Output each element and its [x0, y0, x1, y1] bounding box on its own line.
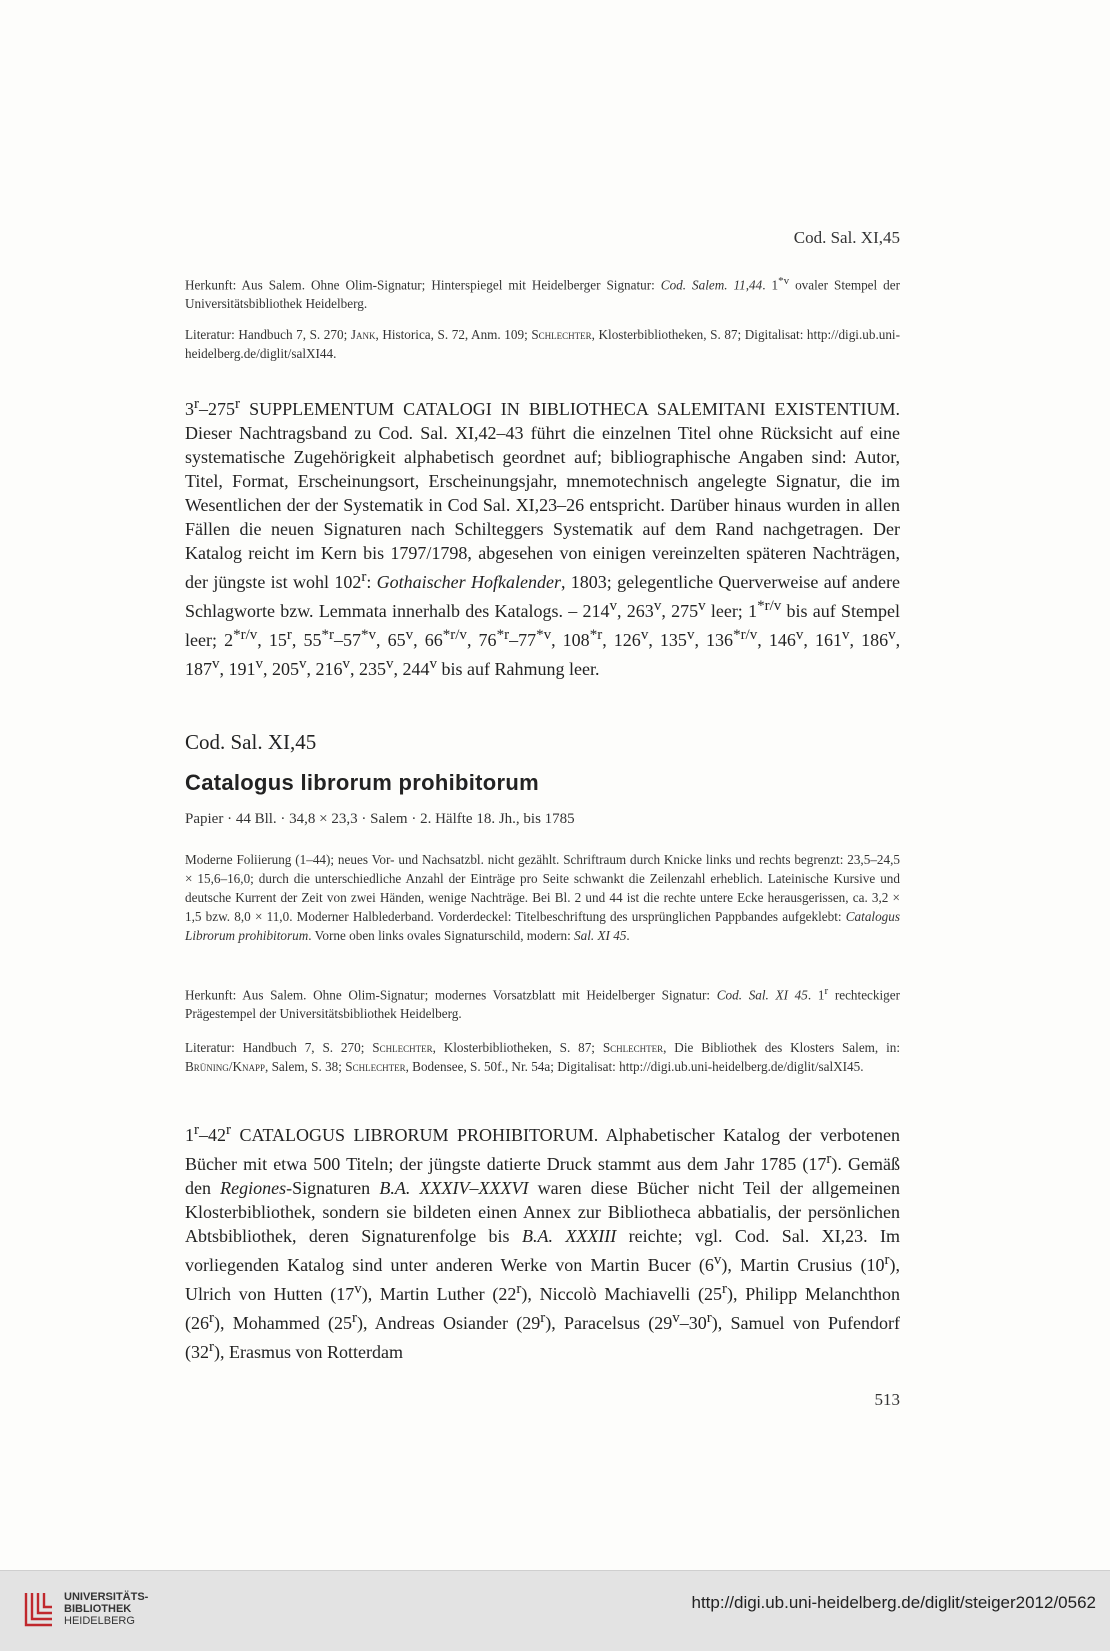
entry-literature-text: Literatur: Handbuch 7, S. 270; Schlechter, Klosterbibliotheken, S. 87; Schlechter, Die Bibliothek des Klosters Salem, in: Brüning/Knapp, Salem, S. 38; Schlechter, Bodensee, S. 50f., Nr. 54a; Digitalisat: http://digi.ub.uni-heidelberg.de/diglit/salXI45. [185, 1040, 901, 1074]
entry-title [185, 770, 900, 796]
entry-provenance-text: Herkunft: Aus Salem. Ohne Olim-Signatur; modernes Vorsatzblatt mit Heidelberger Signatur: Cod. Sal. XI 45. 1$^r$ rechteckiger Prägestempel der Universitätsbibliothek Heidelberg. [185, 985, 900, 1022]
library-logo-icon [22, 1589, 56, 1629]
entry-provenance [185, 982, 900, 1023]
source-url-link[interactable]: http://digi.ub.uni-heidelberg.de/diglit/steiger2012/0562 [691, 1593, 1096, 1612]
entry-literature [185, 1038, 900, 1076]
entry-signature [185, 730, 900, 755]
prev-content-text: 3$^r$–275$^r$ SUPPLEMENTUM CATALOGI IN BIBLIOTHECA SALEMITANI EXISTENTIUM. Dieser Nachtragsband zu Cod. Sal. XI,42–43 führt die einzelnen Titel ohne Rücksicht auf eine systematische Zugehörigkeit alphabetisch geordnet auf; bibliographische Angaben sind: Autor, Titel, Format, Erscheinungsort, Erscheinungsjahr, mnemotechnisch angelegte Signatur, die im Wesentlichen der der Systematik in Cod Sal. XI,23–26 entspricht. Darüber hinaus wurden in allen Fällen die neuen Signaturen nach Schilteggers Systematik auf dem Rand nachgetragen. Der Katalog reicht im Kern bis 1797/1798, abgesehen von einigen vereinzelten späteren Nachträgen, der jüngste ist wohl 102$^r$: Gothaischer Hofkalender, 1803; gelegentliche Querverweise auf andere Schlagworte bzw. Lemmata innerhalb des Katalogs. – 214$^v$, 263$^v$, 275$^v$ leer; $1^{*r/v}$ bis auf Stempel leer; $2^{*r/v}$, 15$^r$, 55$^{*r}$–57$^{*v}$, 65$^v$, $66^{*r/v}$, 76$^{*r}$–77$^{*v}$, 108$^{*r}$, 126$^v$, 135$^v$, $136^{*r/v}$, 146$^v$, 161$^v$, 186$^v$, 187$^v$, 191$^v$, 205$^v$, 216$^v$, 235$^v$, 244$^v$ bis auf Rahmung leer. [185, 396, 901, 679]
entry-signature-text: Cod. Sal. XI,45 [185, 730, 317, 754]
entry-meta-text: Papier · 44 Bll. · 34,8 × 23,3 · Salem · 2. Hälfte 18. Jh., bis 1785 [185, 811, 575, 827]
logo-line-1: UNIVERSITÄTS- [64, 1591, 149, 1603]
prev-entry-literature [185, 325, 900, 363]
entry-meta [185, 811, 900, 828]
logo-line-2: BIBLIOTHEK [64, 1603, 132, 1615]
prev-literature-text: Literatur: Handbuch 7, S. 270; Jank, Historica, S. 72, Anm. 109; Schlechter, Klosterbibliotheken, S. 87; Digitalisat: http://digi.ub.uni-heidelberg.de/diglit/salXI44. [185, 327, 900, 361]
entry-title-text: Catalogus librorum prohibitorum [185, 770, 539, 795]
prev-provenance-text: Herkunft: Aus Salem. Ohne Olim-Signatur; Hinterspiegel mit Heidelberger Signatur: Cod. Salem. 11,44. 1$^{*v}$ ovaler Stempel der Universitätsbibliothek Heidelberg. [185, 275, 901, 312]
prev-entry-provenance [185, 272, 900, 313]
logo-line-3: HEIDELBERG [64, 1615, 135, 1627]
entry-description-text: Moderne Foliierung (1–44); neues Vor- und Nachsatzbl. nicht gezählt. Schriftraum durch Knicke links und rechts begrenzt: 23,5–24,5 × 15,6–16,0; durch die unterschiedliche Anzahl der Einträge pro Seite schwankt die Zeilenzahl erheblich. Lateinische Kursive und deutsche Kurrent der Zeit von zwei Händen, wenige Nachträge. Bei Bl. 2 und 44 ist die rechte untere Ecke herausgerissen, ca. 3,2 × 1,5 bzw. 8,0 × 11,0. Moderner Halblederband. Vorderdeckel: Titelbeschriftung des ursprünglichen Pappbandes aufgeklebt: Catalogus Librorum prohibitorum. Vorne oben links ovales Signaturschild, modern: Sal. XI 45. [185, 852, 900, 943]
entry-description [185, 850, 900, 945]
footer-bar [0, 1570, 1110, 1651]
prev-entry-content [185, 392, 900, 681]
library-logo-text [64, 1591, 174, 1627]
running-head: Cod. Sal. XI,45 [793, 228, 900, 247]
page-number: 513 [874, 1390, 900, 1409]
entry-content [185, 1118, 900, 1364]
entry-content-text: 1$^r$–42$^r$ CATALOGUS LIBRORUM PROHIBITORUM. Alphabetischer Katalog der verbotenen Bücher mit etwa 500 Titeln; der jüngste datierte Druck stammt aus dem Jahr 1785 (17$^r$). Gemäß den Regiones-Signaturen B.A. XXXIV–XXXVI waren diese Bücher nicht Teil der allgemeinen Klosterbibliothek, sondern sie bildeten einen Annex zur Bibliotheca abbatialis, der persönlichen Abtsbibliothek, deren Signaturenfolge bis B.A. XXXIII reichte; vgl. Cod. Sal. XI,23. Im vorliegenden Katalog sind unter anderen Werke von Martin Bucer (6$^v$), Martin Crusius (10$^r$), Ulrich von Hutten (17$^v$), Martin Luther (22$^r$), Niccolò Machiavelli (25$^r$), Philipp Melanchthon (26$^r$), Mohammed (25$^r$), Andreas Osiander (29$^r$), Paracelsus (29$^v$–30$^r$), Samuel von Pufendorf (32$^r$), Erasmus von Rotterdam [185, 1122, 901, 1362]
